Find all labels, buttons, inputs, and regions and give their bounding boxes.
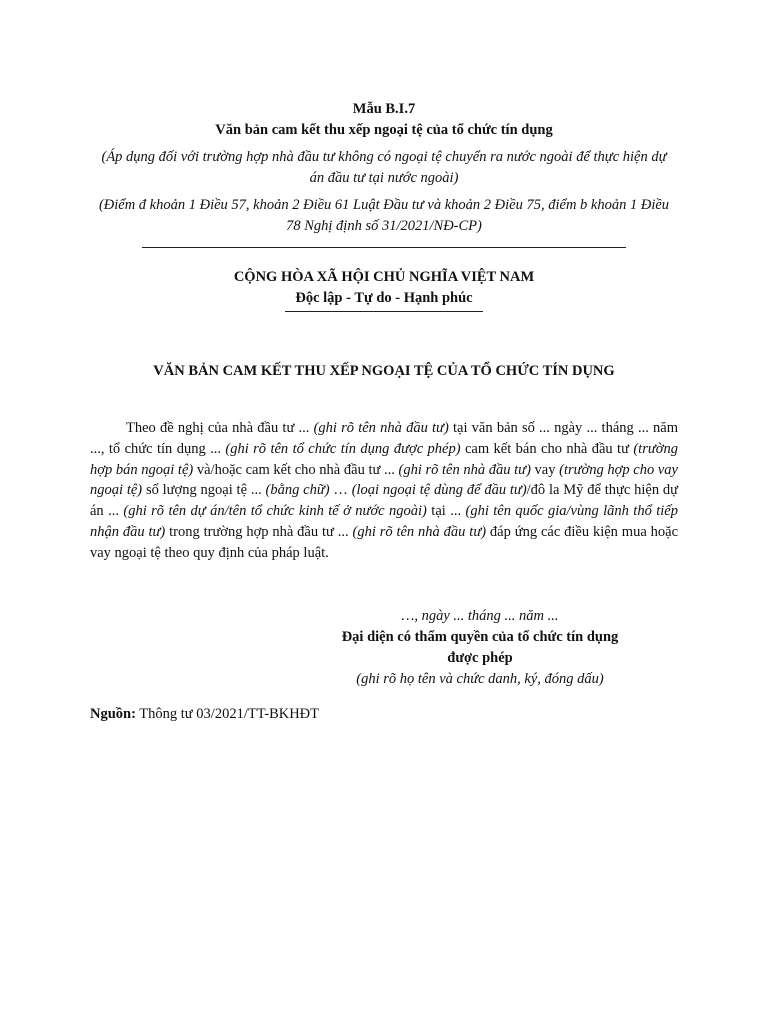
applicability-note: (Áp dụng đối với trường hợp nhà đầu tư không có ngoại tệ chuyển ra nước ngoài để thực hiện dự án đầu tư tại nước ngoài) <box>101 149 667 186</box>
body-placeholder-segment: (trường hợp cho vay ngoại tệ) <box>90 461 678 499</box>
signature-block <box>330 606 630 690</box>
body-text-segment: cam kết bán cho nhà đầu tư <box>460 440 634 457</box>
nation-name: CỘNG HÒA XÃ HỘI CHỦ NGHĨA VIỆT NAM <box>233 269 535 285</box>
body-placeholder-segment: (ghi rõ tên nhà đầu tư) <box>398 461 531 478</box>
body-text-segment: trong trường hợp nhà đầu tư ... <box>165 523 353 540</box>
document-page <box>90 99 678 725</box>
body-text-segment: số lượng ngoại tệ ... <box>142 482 266 499</box>
body-text-segment: Theo đề nghị của nhà đầu tư ... <box>126 420 314 436</box>
body-text-segment: … <box>329 482 352 499</box>
body-placeholder-segment: (trường hợp bán ngoại tệ) <box>90 440 678 478</box>
form-code: Mẫu B.I.7 <box>352 101 416 117</box>
signature-note: (ghi rõ họ tên và chức danh, ký, đóng dấu) <box>356 670 604 687</box>
body-placeholder-segment: (ghi tên quốc gia/vùng lãnh thổ tiếp nhận đầu tư) <box>90 503 678 540</box>
body-text-segment: đáp ứng các điều kiện mua hoặc vay ngoại tệ theo quy định của pháp luật. <box>90 523 678 561</box>
body-placeholder-segment: (ghi rõ tên dự án/tên tổ chức kinh tế ở nước ngoài) <box>123 503 427 520</box>
header-divider <box>142 247 626 248</box>
body-placeholder-segment: (bằng chữ) <box>265 482 330 499</box>
body-placeholder-segment: (loại ngoại tệ dùng để đầu tư) <box>351 482 527 499</box>
body-text-segment: và/hoặc cam kết cho nhà đầu tư ... <box>193 461 399 478</box>
form-title: Văn bản cam kết thu xếp ngoại tệ của tổ chức tín dụng <box>215 122 553 138</box>
commitment-body <box>90 418 678 564</box>
source-value: Thông tư 03/2021/TT-BKHĐT <box>135 705 320 722</box>
source-label: Nguồn: <box>90 705 136 722</box>
body-placeholder-segment: (ghi rõ tên nhà đầu tư) <box>313 420 449 436</box>
national-motto: Độc lập - Tự do - Hạnh phúc <box>285 288 482 312</box>
body-text-segment: tại ... <box>426 503 466 520</box>
body-text-segment: vay <box>530 461 560 478</box>
body-text-segment: tại văn bản số ... ngày ... tháng ... năm ..., tổ chức tín dụng ... <box>90 420 679 457</box>
signatory-title: Đại diện có thẩm quyền của tổ chức tín dụng được phép <box>341 628 619 666</box>
source-line <box>90 704 678 725</box>
signature-date-line: …, ngày ... tháng ... năm ... <box>401 607 559 624</box>
body-text-segment: /đô la Mỹ để thực hiện dự án ... <box>90 482 678 520</box>
body-placeholder-segment: (ghi rõ tên nhà đầu tư) <box>352 523 487 540</box>
body-placeholder-segment: (ghi rõ tên tổ chức tín dụng được phép) <box>225 440 461 457</box>
document-title: VĂN BẢN CAM KẾT THU XẾP NGOẠI TỆ CỦA TỔ CHỨC TÍN DỤNG <box>153 363 615 379</box>
legal-basis-note: (Điểm đ khoản 1 Điều 57, khoản 2 Điều 61 Luật Đầu tư và khoản 2 Điều 75, điểm b khoản 1 Điều 78 Nghị định số 31/2021/NĐ-CP) <box>98 197 670 234</box>
motto-wrapper <box>90 288 678 312</box>
